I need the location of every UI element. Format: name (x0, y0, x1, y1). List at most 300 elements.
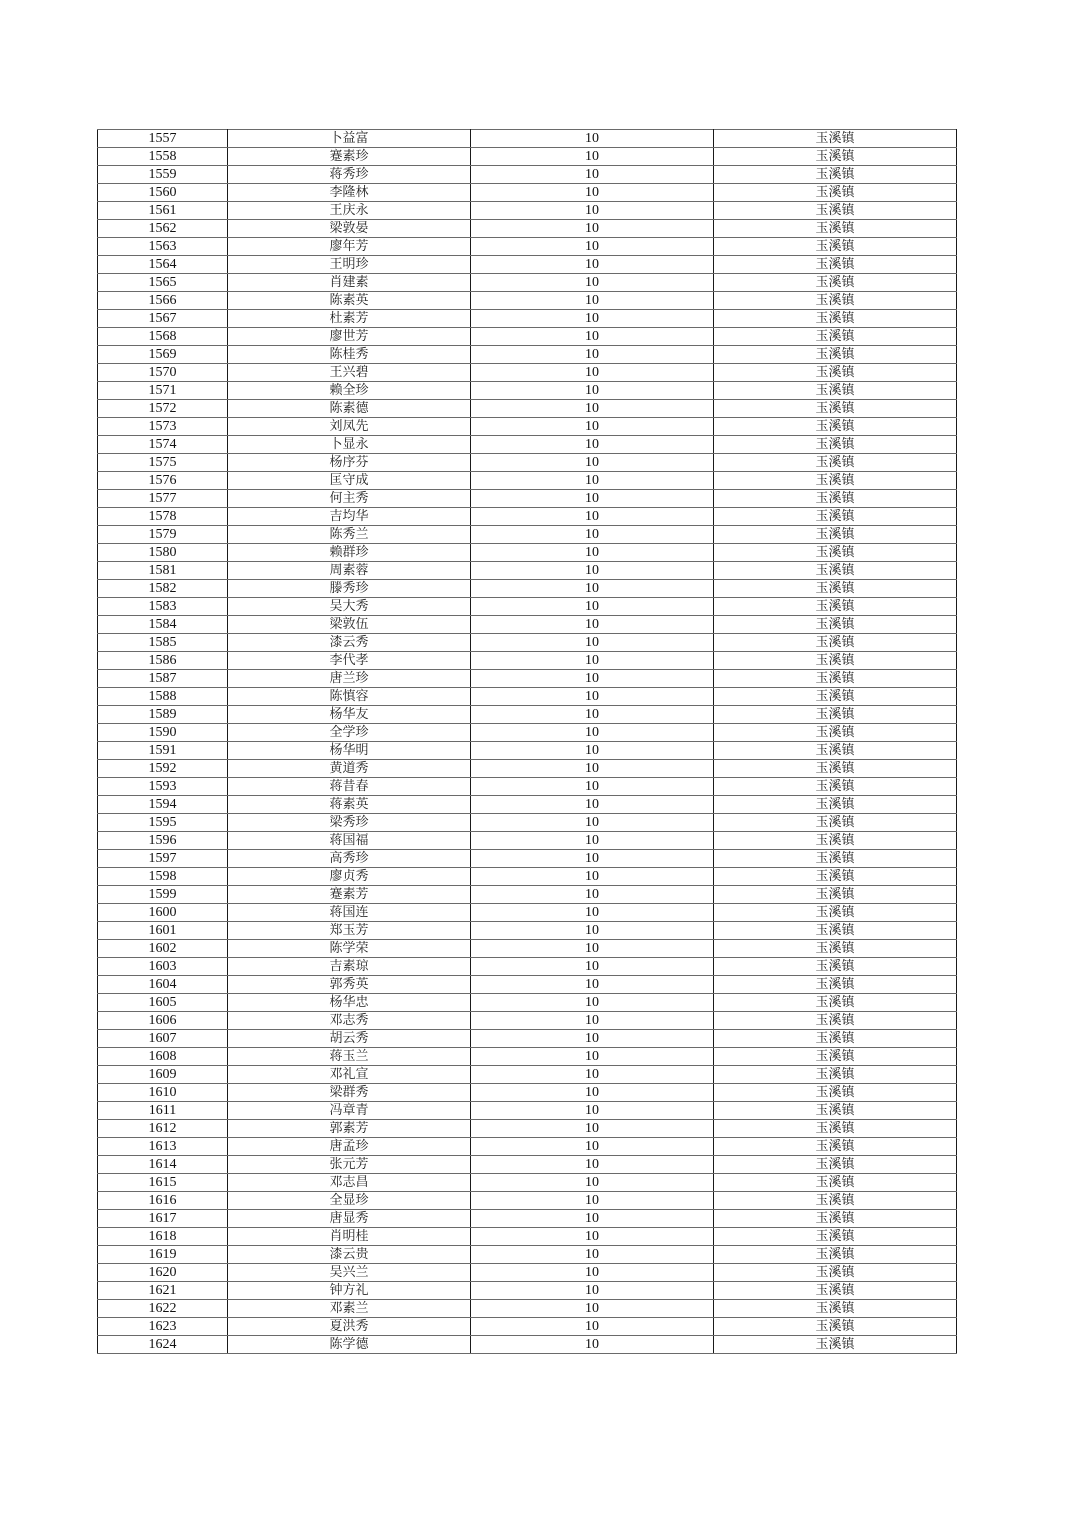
row-number-cell: 1590 (98, 724, 228, 742)
row-number-cell: 1596 (98, 832, 228, 850)
row-number-cell: 1578 (98, 508, 228, 526)
person-name-cell: 陈素德 (228, 400, 471, 418)
row-number-cell: 1583 (98, 598, 228, 616)
table-row (98, 1120, 957, 1138)
table-row (98, 634, 957, 652)
person-name-cell: 吉均华 (228, 508, 471, 526)
table-row (98, 1012, 957, 1030)
person-name-cell: 唐显秀 (228, 1210, 471, 1228)
table-row (98, 544, 957, 562)
amount-cell: 10 (471, 904, 714, 922)
amount-cell: 10 (471, 184, 714, 202)
town-cell: 玉溪镇 (714, 418, 957, 436)
amount-cell: 10 (471, 1102, 714, 1120)
row-number-cell: 1576 (98, 472, 228, 490)
amount-cell: 10 (471, 724, 714, 742)
person-name-cell: 滕秀珍 (228, 580, 471, 598)
table-row (98, 1228, 957, 1246)
town-cell: 玉溪镇 (714, 1300, 957, 1318)
person-name-cell: 陈慎容 (228, 688, 471, 706)
row-number-cell: 1615 (98, 1174, 228, 1192)
row-number-cell: 1594 (98, 796, 228, 814)
table-row (98, 670, 957, 688)
town-cell: 玉溪镇 (714, 868, 957, 886)
town-cell: 玉溪镇 (714, 706, 957, 724)
person-name-cell: 黄道秀 (228, 760, 471, 778)
table-row (98, 1300, 957, 1318)
person-name-cell: 蒋素英 (228, 796, 471, 814)
row-number-cell: 1622 (98, 1300, 228, 1318)
table-row (98, 364, 957, 382)
town-cell: 玉溪镇 (714, 832, 957, 850)
amount-cell: 10 (471, 1336, 714, 1354)
amount-cell: 10 (471, 562, 714, 580)
row-number-cell: 1608 (98, 1048, 228, 1066)
row-number-cell: 1559 (98, 166, 228, 184)
table-row (98, 1264, 957, 1282)
town-cell: 玉溪镇 (714, 436, 957, 454)
table-row (98, 148, 957, 166)
person-name-cell: 钟方礼 (228, 1282, 471, 1300)
row-number-cell: 1561 (98, 202, 228, 220)
amount-cell: 10 (471, 742, 714, 760)
town-cell: 玉溪镇 (714, 472, 957, 490)
row-number-cell: 1623 (98, 1318, 228, 1336)
row-number-cell: 1572 (98, 400, 228, 418)
town-cell: 玉溪镇 (714, 1318, 957, 1336)
roster-table (97, 129, 957, 1354)
town-cell: 玉溪镇 (714, 1120, 957, 1138)
table-row (98, 1102, 957, 1120)
row-number-cell: 1574 (98, 436, 228, 454)
amount-cell: 10 (471, 1084, 714, 1102)
town-cell: 玉溪镇 (714, 670, 957, 688)
table-row (98, 850, 957, 868)
table-row (98, 166, 957, 184)
table-row (98, 310, 957, 328)
amount-cell: 10 (471, 220, 714, 238)
person-name-cell: 杜素芳 (228, 310, 471, 328)
person-name-cell: 全显珍 (228, 1192, 471, 1210)
amount-cell: 10 (471, 886, 714, 904)
row-number-cell: 1591 (98, 742, 228, 760)
town-cell: 玉溪镇 (714, 292, 957, 310)
amount-cell: 10 (471, 1246, 714, 1264)
table-row (98, 508, 957, 526)
town-cell: 玉溪镇 (714, 184, 957, 202)
person-name-cell: 邓素兰 (228, 1300, 471, 1318)
table-row (98, 904, 957, 922)
row-number-cell: 1597 (98, 850, 228, 868)
amount-cell: 10 (471, 580, 714, 598)
amount-cell: 10 (471, 364, 714, 382)
amount-cell: 10 (471, 1228, 714, 1246)
amount-cell: 10 (471, 346, 714, 364)
row-number-cell: 1582 (98, 580, 228, 598)
person-name-cell: 李隆林 (228, 184, 471, 202)
row-number-cell: 1595 (98, 814, 228, 832)
town-cell: 玉溪镇 (714, 1282, 957, 1300)
table-row (98, 1336, 957, 1354)
town-cell: 玉溪镇 (714, 1174, 957, 1192)
table-row (98, 184, 957, 202)
table-row (98, 436, 957, 454)
person-name-cell: 王庆永 (228, 202, 471, 220)
person-name-cell: 漆云秀 (228, 634, 471, 652)
person-name-cell: 廖世芳 (228, 328, 471, 346)
amount-cell: 10 (471, 976, 714, 994)
row-number-cell: 1562 (98, 220, 228, 238)
row-number-cell: 1573 (98, 418, 228, 436)
row-number-cell: 1606 (98, 1012, 228, 1030)
town-cell: 玉溪镇 (714, 1012, 957, 1030)
town-cell: 玉溪镇 (714, 562, 957, 580)
town-cell: 玉溪镇 (714, 598, 957, 616)
table-row (98, 472, 957, 490)
amount-cell: 10 (471, 634, 714, 652)
row-number-cell: 1581 (98, 562, 228, 580)
row-number-cell: 1593 (98, 778, 228, 796)
table-row (98, 1210, 957, 1228)
table-row (98, 400, 957, 418)
person-name-cell: 吉素琼 (228, 958, 471, 976)
row-number-cell: 1558 (98, 148, 228, 166)
table-row (98, 652, 957, 670)
person-name-cell: 肖建素 (228, 274, 471, 292)
table-row (98, 598, 957, 616)
town-cell: 玉溪镇 (714, 238, 957, 256)
table-row (98, 886, 957, 904)
table-row (98, 976, 957, 994)
table-row (98, 1192, 957, 1210)
row-number-cell: 1599 (98, 886, 228, 904)
town-cell: 玉溪镇 (714, 886, 957, 904)
amount-cell: 10 (471, 1030, 714, 1048)
person-name-cell: 吴兴兰 (228, 1264, 471, 1282)
row-number-cell: 1564 (98, 256, 228, 274)
amount-cell: 10 (471, 1012, 714, 1030)
person-name-cell: 邓礼宣 (228, 1066, 471, 1084)
amount-cell: 10 (471, 274, 714, 292)
table-row (98, 454, 957, 472)
person-name-cell: 赖全珍 (228, 382, 471, 400)
table-row (98, 994, 957, 1012)
table-row (98, 1246, 957, 1264)
amount-cell: 10 (471, 850, 714, 868)
town-cell: 玉溪镇 (714, 1210, 957, 1228)
amount-cell: 10 (471, 1192, 714, 1210)
table-row (98, 562, 957, 580)
table-row (98, 814, 957, 832)
person-name-cell: 杨华忠 (228, 994, 471, 1012)
person-name-cell: 廖年芳 (228, 238, 471, 256)
table-row (98, 220, 957, 238)
town-cell: 玉溪镇 (714, 1156, 957, 1174)
person-name-cell: 陈桂秀 (228, 346, 471, 364)
person-name-cell: 唐孟珍 (228, 1138, 471, 1156)
town-cell: 玉溪镇 (714, 130, 957, 148)
table-row (98, 256, 957, 274)
table-row (98, 202, 957, 220)
row-number-cell: 1602 (98, 940, 228, 958)
person-name-cell: 陈学德 (228, 1336, 471, 1354)
roster-body (98, 130, 957, 1354)
town-cell: 玉溪镇 (714, 364, 957, 382)
table-row (98, 1174, 957, 1192)
table-row (98, 328, 957, 346)
amount-cell: 10 (471, 1120, 714, 1138)
town-cell: 玉溪镇 (714, 400, 957, 418)
person-name-cell: 周素蓉 (228, 562, 471, 580)
town-cell: 玉溪镇 (714, 526, 957, 544)
row-number-cell: 1577 (98, 490, 228, 508)
row-number-cell: 1588 (98, 688, 228, 706)
table-row (98, 490, 957, 508)
person-name-cell: 卜显永 (228, 436, 471, 454)
table-row (98, 1084, 957, 1102)
amount-cell: 10 (471, 436, 714, 454)
amount-cell: 10 (471, 814, 714, 832)
town-cell: 玉溪镇 (714, 778, 957, 796)
amount-cell: 10 (471, 526, 714, 544)
town-cell: 玉溪镇 (714, 1246, 957, 1264)
person-name-cell: 王明珍 (228, 256, 471, 274)
town-cell: 玉溪镇 (714, 850, 957, 868)
amount-cell: 10 (471, 1282, 714, 1300)
amount-cell: 10 (471, 1138, 714, 1156)
row-number-cell: 1620 (98, 1264, 228, 1282)
amount-cell: 10 (471, 166, 714, 184)
town-cell: 玉溪镇 (714, 634, 957, 652)
person-name-cell: 陈素英 (228, 292, 471, 310)
town-cell: 玉溪镇 (714, 454, 957, 472)
town-cell: 玉溪镇 (714, 1336, 957, 1354)
row-number-cell: 1598 (98, 868, 228, 886)
amount-cell: 10 (471, 652, 714, 670)
town-cell: 玉溪镇 (714, 274, 957, 292)
row-number-cell: 1610 (98, 1084, 228, 1102)
town-cell: 玉溪镇 (714, 1030, 957, 1048)
row-number-cell: 1566 (98, 292, 228, 310)
person-name-cell: 廖贞秀 (228, 868, 471, 886)
amount-cell: 10 (471, 778, 714, 796)
row-number-cell: 1592 (98, 760, 228, 778)
table-row (98, 292, 957, 310)
person-name-cell: 李代孝 (228, 652, 471, 670)
person-name-cell: 高秀珍 (228, 850, 471, 868)
amount-cell: 10 (471, 400, 714, 418)
person-name-cell: 唐兰珍 (228, 670, 471, 688)
amount-cell: 10 (471, 994, 714, 1012)
amount-cell: 10 (471, 760, 714, 778)
town-cell: 玉溪镇 (714, 1102, 957, 1120)
town-cell: 玉溪镇 (714, 1138, 957, 1156)
amount-cell: 10 (471, 1300, 714, 1318)
table-row (98, 724, 957, 742)
town-cell: 玉溪镇 (714, 1048, 957, 1066)
table-row (98, 346, 957, 364)
person-name-cell: 邓志秀 (228, 1012, 471, 1030)
town-cell: 玉溪镇 (714, 796, 957, 814)
person-name-cell: 杨华明 (228, 742, 471, 760)
amount-cell: 10 (471, 1264, 714, 1282)
amount-cell: 10 (471, 1066, 714, 1084)
row-number-cell: 1575 (98, 454, 228, 472)
person-name-cell: 蒋国福 (228, 832, 471, 850)
town-cell: 玉溪镇 (714, 904, 957, 922)
table-row (98, 1030, 957, 1048)
row-number-cell: 1603 (98, 958, 228, 976)
person-name-cell: 全学珍 (228, 724, 471, 742)
row-number-cell: 1611 (98, 1102, 228, 1120)
amount-cell: 10 (471, 922, 714, 940)
town-cell: 玉溪镇 (714, 256, 957, 274)
town-cell: 玉溪镇 (714, 976, 957, 994)
person-name-cell: 刘凤先 (228, 418, 471, 436)
person-name-cell: 蹇素珍 (228, 148, 471, 166)
amount-cell: 10 (471, 382, 714, 400)
person-name-cell: 卜益富 (228, 130, 471, 148)
town-cell: 玉溪镇 (714, 1228, 957, 1246)
row-number-cell: 1604 (98, 976, 228, 994)
amount-cell: 10 (471, 544, 714, 562)
amount-cell: 10 (471, 130, 714, 148)
amount-cell: 10 (471, 508, 714, 526)
person-name-cell: 赖群珍 (228, 544, 471, 562)
amount-cell: 10 (471, 958, 714, 976)
town-cell: 玉溪镇 (714, 508, 957, 526)
row-number-cell: 1580 (98, 544, 228, 562)
table-row (98, 580, 957, 598)
town-cell: 玉溪镇 (714, 1084, 957, 1102)
row-number-cell: 1567 (98, 310, 228, 328)
row-number-cell: 1584 (98, 616, 228, 634)
table-row (98, 1318, 957, 1336)
person-name-cell: 肖明桂 (228, 1228, 471, 1246)
town-cell: 玉溪镇 (714, 346, 957, 364)
person-name-cell: 何主秀 (228, 490, 471, 508)
row-number-cell: 1568 (98, 328, 228, 346)
table-row (98, 382, 957, 400)
person-name-cell: 杨序芬 (228, 454, 471, 472)
row-number-cell: 1617 (98, 1210, 228, 1228)
amount-cell: 10 (471, 1318, 714, 1336)
amount-cell: 10 (471, 202, 714, 220)
person-name-cell: 夏洪秀 (228, 1318, 471, 1336)
amount-cell: 10 (471, 256, 714, 274)
amount-cell: 10 (471, 940, 714, 958)
table-row (98, 130, 957, 148)
amount-cell: 10 (471, 1156, 714, 1174)
town-cell: 玉溪镇 (714, 994, 957, 1012)
town-cell: 玉溪镇 (714, 1192, 957, 1210)
table-row (98, 796, 957, 814)
row-number-cell: 1624 (98, 1336, 228, 1354)
row-number-cell: 1621 (98, 1282, 228, 1300)
table-row (98, 706, 957, 724)
amount-cell: 10 (471, 670, 714, 688)
town-cell: 玉溪镇 (714, 958, 957, 976)
amount-cell: 10 (471, 238, 714, 256)
table-row (98, 1156, 957, 1174)
town-cell: 玉溪镇 (714, 940, 957, 958)
table-row (98, 1066, 957, 1084)
person-name-cell: 蒋玉兰 (228, 1048, 471, 1066)
amount-cell: 10 (471, 310, 714, 328)
person-name-cell: 蒋国连 (228, 904, 471, 922)
amount-cell: 10 (471, 796, 714, 814)
town-cell: 玉溪镇 (714, 148, 957, 166)
person-name-cell: 蒋秀珍 (228, 166, 471, 184)
table-row (98, 940, 957, 958)
row-number-cell: 1616 (98, 1192, 228, 1210)
amount-cell: 10 (471, 328, 714, 346)
town-cell: 玉溪镇 (714, 580, 957, 598)
row-number-cell: 1614 (98, 1156, 228, 1174)
person-name-cell: 漆云贵 (228, 1246, 471, 1264)
person-name-cell: 匡守成 (228, 472, 471, 490)
amount-cell: 10 (471, 472, 714, 490)
table-row (98, 742, 957, 760)
person-name-cell: 郭素芳 (228, 1120, 471, 1138)
amount-cell: 10 (471, 598, 714, 616)
row-number-cell: 1579 (98, 526, 228, 544)
town-cell: 玉溪镇 (714, 652, 957, 670)
table-row (98, 526, 957, 544)
person-name-cell: 王兴碧 (228, 364, 471, 382)
amount-cell: 10 (471, 868, 714, 886)
row-number-cell: 1609 (98, 1066, 228, 1084)
row-number-cell: 1557 (98, 130, 228, 148)
person-name-cell: 邓志昌 (228, 1174, 471, 1192)
table-row (98, 760, 957, 778)
town-cell: 玉溪镇 (714, 922, 957, 940)
amount-cell: 10 (471, 292, 714, 310)
town-cell: 玉溪镇 (714, 1264, 957, 1282)
amount-cell: 10 (471, 688, 714, 706)
town-cell: 玉溪镇 (714, 814, 957, 832)
amount-cell: 10 (471, 1210, 714, 1228)
table-row (98, 688, 957, 706)
town-cell: 玉溪镇 (714, 742, 957, 760)
town-cell: 玉溪镇 (714, 724, 957, 742)
amount-cell: 10 (471, 616, 714, 634)
person-name-cell: 杨华友 (228, 706, 471, 724)
table-row (98, 1138, 957, 1156)
row-number-cell: 1587 (98, 670, 228, 688)
table-row (98, 418, 957, 436)
person-name-cell: 吴大秀 (228, 598, 471, 616)
row-number-cell: 1563 (98, 238, 228, 256)
person-name-cell: 郑玉芳 (228, 922, 471, 940)
town-cell: 玉溪镇 (714, 310, 957, 328)
town-cell: 玉溪镇 (714, 490, 957, 508)
row-number-cell: 1619 (98, 1246, 228, 1264)
town-cell: 玉溪镇 (714, 760, 957, 778)
table-row (98, 1048, 957, 1066)
row-number-cell: 1586 (98, 652, 228, 670)
person-name-cell: 陈学荣 (228, 940, 471, 958)
person-name-cell: 冯章青 (228, 1102, 471, 1120)
town-cell: 玉溪镇 (714, 544, 957, 562)
person-name-cell: 梁敦晏 (228, 220, 471, 238)
person-name-cell: 梁敦伍 (228, 616, 471, 634)
row-number-cell: 1560 (98, 184, 228, 202)
row-number-cell: 1565 (98, 274, 228, 292)
person-name-cell: 张元芳 (228, 1156, 471, 1174)
amount-cell: 10 (471, 832, 714, 850)
town-cell: 玉溪镇 (714, 688, 957, 706)
